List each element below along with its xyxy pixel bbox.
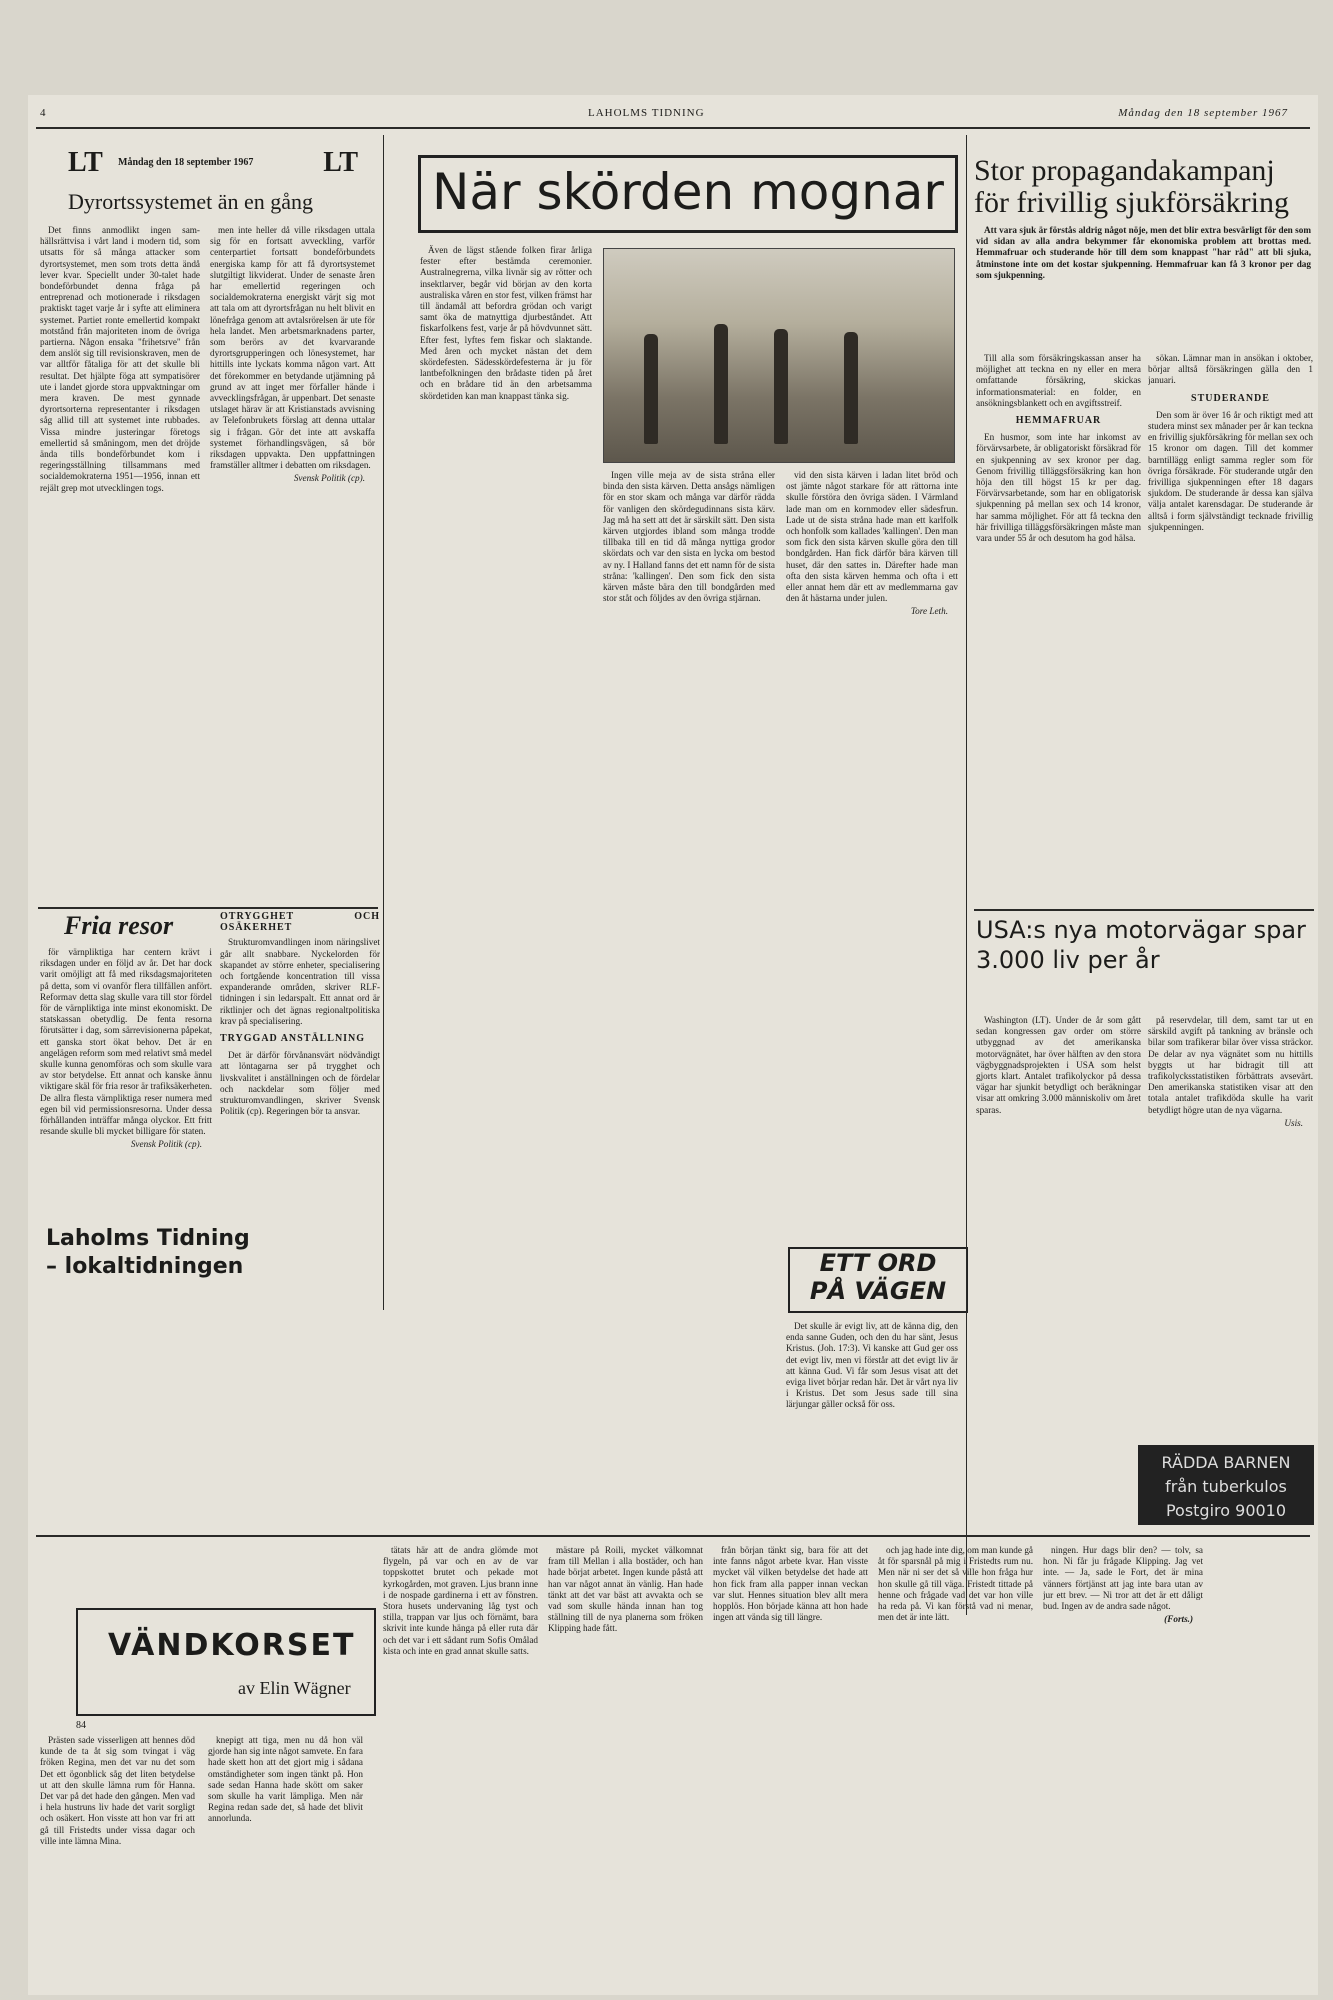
stor-subhead-2: STUDERANDE xyxy=(1191,392,1270,404)
vandkorset-text-6: och jag hade inte dig, om man kunde gå åt för sparsnål på mig i Fristedts rum nu. Men när ni ser det så ville hon fråga hur hon skulle gå till väga. Fristedt tittade på henne och frågade vad det var hon ville ha reda på. Vi kan förstå vad ni menar, men det är inte lätt. xyxy=(878,1545,1033,1623)
stor-lead-text: Att vara sjuk är förstås aldrig något nöje, men det blir extra besvärligt för den som vid sidan av alla andra bekymmer får ekonomiska problem att brottas med. Hemmafruar och studerande hör till dem som knappast "har råd" att bli sjuka, åtminstone inte om det kostar sjukpenning. Hemmafruar kan få 3 kronor per dag som sjukpenning. xyxy=(976,225,1311,280)
usa-text-2: på reservdelar, till dem, samt tar ut en särskild avgift på tankning av bränsle och bilar som trafikerar bilar över vissa sträckor. De delar av nya vägnätet som nu hittills byggts ut har bidragit till att trafikolycksstatistiken förbättrats avsevärt. Den amerikanska statistiken visar att den totala antalet trafikdöda skulle ha varit betydligt högre utan de nya vägarna. xyxy=(1148,1015,1313,1115)
skorden-text-3: vid den sista kärven i ladan litet bröd och ost jämte något starkare för att rättorna inte skulle förstöra den övriga säden. I Värmland lade man om en kornmodev eller sädesfrun. Lade ut de sista stråna hade man ett karlfolk och honfolk som kallades 'kallingen'. Den man som fick den sista kärven skulle göra den till bondgården. Han fick därför bära kärven till huset, där den sattes in. Därefter hade man ofta den sista kärven hemma och ofta i ett eller annat hem där ett av medlemmarna gav den åt hästarna under julen. xyxy=(786,470,958,604)
headline-usa: USA:s nya motorvägar spar 3.000 liv per år xyxy=(976,916,1306,974)
fria-signature: Svensk Politik (cp). xyxy=(130,1139,202,1150)
ett-ord-text: Det skulle är evigt liv, att de känna dig, den enda sanne Guden, och den du har sänt, Jesus Kristus. (Joh. 17:3). Vi kanske att Gud ger oss det evigt liv, men vi förstår att det evigt liv är att känna Gud. Vi får som Jesus visat att det eviga livet börjar redan här. Det är vårt nya liv i Kristus. Det som Jesus sade till sina lärjungar gäller också för oss. xyxy=(786,1321,958,1410)
vandkorset-col-2 xyxy=(208,1735,363,1985)
vandkorset-col-3 xyxy=(383,1545,538,1985)
mid-rule xyxy=(36,1535,1310,1537)
lt-date: Måndag den 18 september 1967 xyxy=(118,157,254,168)
stor-col-2 xyxy=(1148,353,1313,905)
headline-dyrort: Dyrortssystemet än en gång xyxy=(68,189,313,214)
photo-figure xyxy=(714,324,728,444)
stor-text-2: sökan. Lämnar man in ansökan i oktober, börjar alltså försäkringen gälla den 1 januari. xyxy=(1148,353,1313,386)
vandkorset-col-4 xyxy=(548,1545,703,1985)
usa-col-1 xyxy=(976,1015,1141,1435)
usa-col-2 xyxy=(1148,1015,1313,1435)
stor-text-1b: En husmor, som inte har inkomst av förvärvsarbete, är obligatoriskt försäkrad för en sjukpenning av sex kronor per dag. Genom frivillig tilläggsförsäkring kan hon höja den till högst 15 kr per dag. Förvärvsarbetande, som har en obligatorisk sjukpenning på mellan sex och 14 kronor, har samma möjlighet. För att få teckna den här frivilliga tilläggsförsäkringen måste man vara under 55 år och desutom ha god hälsa. xyxy=(976,432,1141,544)
vandkorset-col-5 xyxy=(713,1545,868,1985)
radda-line-2: från tuberkulos xyxy=(1165,1477,1287,1496)
skorden-col-1 xyxy=(420,245,592,1305)
dyrort-col-1 xyxy=(40,225,200,905)
usa-text-1: Washington (LT). Under de år som gått sedan kongressen gav order om större utbyggnad av det amerikanska motorvägnätet, har över hälften av den stora vägbyggnadsprojekten i USA som helst gjorts klart. Antalet trafikolyckor på dessa vägar har sjunkit betydligt och beräkningar visar att omkring 3.000 människoliv om året sparas. xyxy=(976,1015,1141,1115)
radda-line-3: Postgiro 90010 xyxy=(1165,1501,1287,1520)
newspaper-page xyxy=(28,95,1318,1995)
otrygg-subhead-1: OTRYGGHET OCH OSÄKERHET xyxy=(220,911,380,934)
fria-text: för värnpliktiga har centern krävt i riksdagen under en följd av år. Det har dock varit omöjligt att få med riksdagsmajoriteten på detta, som vi ovanför flera tillfällen anfört. Reformav detta slag skulle vara till stor fördel för de värnpliktiga inte minst ekonomiskt. De statskassan obetydlig. De fenta resorna förutsätter i dag, som särrevisionerna påpekat, ett ganska stort ökat behov. Det är en angelägen reform som med relativt små medel skulle kunna genomföras och som skulle vara av stor betydelse. Ett annat och kanske ännu viktigare skäl för fria resor är trafiksäkerheten. De allra flesta värnpliktiga reser numera med egen bil vid permissionsresorna. Under dessa förhållanden inträffar många olyckor. Ett fritt resande skulle bli mycket billigare för staten. xyxy=(40,947,212,1137)
otrygg-subhead-2: TRYGGAD ANSTÄLLNING xyxy=(220,1033,366,1045)
column-rule-2 xyxy=(966,135,967,1615)
paper-name: LAHOLMS TIDNING xyxy=(588,107,705,119)
headline-skorden: När skörden mognar xyxy=(418,155,958,233)
vandkorset-text-1: Prästen sade visserligen att hennes död kunde de ta åt sig som tvingat i väg fröken Regina, men det var nu det som Det ett ögonblick såg det liten betydelse ut att den skulle lämna rum för Hanna. Det var på det hade den gången. Men vad i hela hustruns liv hade det varit sorgligt och osäkert. Hon visste att hon var fri att gå till Fristedts under vissa dagar och ville inte lämna Mina. xyxy=(40,1735,195,1846)
vandkorset-text-5: från början tänkt sig, bara för att det inte fanns något arbete kvar. Han visste mycket väl vilken betydelse det hade att hon fick fram alla papper innan veckan var slut. Hennes situation blev allt mera hopplös. Hon började känna att hon hade ingen att vända sig till längre. xyxy=(713,1545,868,1623)
vandkorset-box xyxy=(76,1608,376,1716)
vandkorset-number: 84 xyxy=(76,1720,86,1731)
dyrort-text-2: men inte heller då ville riksdagen uttala sig för en fortsatt avveckling, varför centerpartiet fortsatt bondeförbundets energiska kamp för att få dyrortsystemet slutgiltigt likviderat. Under de senaste åren har emellertid regeringen och socialdemokraterna energiskt värjt sig mot att tala om att dyrortsfrågan nu helt blivit en lönefråga genom att avtalsrörelsen är ute för hela landet. Men arbetsmarknadens parter, som berörs av det kvarvarande dyrortsgrupperingen och lönesystemet, har hittills inte lyckats komma någon vart. Att det förekommer en betydande utjämning på grund av att inget mer förfaller hände i avvecklingsfrågan, är uppenbart. Det senaste utslaget härav är att Kristianstads avvisning av Telefonbrukets förslag att denna uttalar sig i frågan. Gör det inte att avskaffa systemet förhandlingsvägen, så bör riksdagen uppvakta. Den uppfattningen framställer alltmer i debatten om riksdagen. xyxy=(210,225,375,471)
skorden-signature: Tore Leth. xyxy=(910,606,948,617)
lt-logo-left: LT xyxy=(68,147,103,178)
radda-barnen-ad xyxy=(1138,1445,1314,1525)
lt-bar xyxy=(38,147,378,179)
dyrort-text-1: Det finns anmodlikt ingen sam-hällsrättvisa i vårt land i modern tid, som utsatts för så många attacker som dyrortsystemet, men som trots detta ändå lever kvar. Speciellt under 30-talet hade bondeförbundet denna fråga på entreprenad och motionerade i riksdagen praktiskt taget varje år i syfte att eliminera systemet. Partiet ronte emellertid kompakt motstånd från majoriteten inom de övriga partierna. Någon ensaka "frihetsrve" från dem anslöt sig till revisionskraven, men de var alltför fåtaliga för att det skulle bli resultat. Det hjälpte föga att sympatisörer ute i landet gjorde stora uppvaktningar om mera kraven. De mest gynnade dyrortsorterna representanter i riksdagen såg allid till att systemet inte rubbades. Vissa mindre justeringar företogs emellertid så småningom, men det dröjde ända tills bondeförbundet kom i regeringsställning tillsammans med socialdemokraterna 1951—1956, innan ett rejält grep mot utvecklingen togs. xyxy=(40,225,200,493)
stor-col-1 xyxy=(976,353,1141,905)
vandkorset-continued: (Forts.) xyxy=(1164,1614,1193,1625)
vandkorset-col-7 xyxy=(1043,1545,1203,1985)
ett-ord-line-2: PÅ VÄGEN xyxy=(809,1277,947,1305)
fria-col xyxy=(40,947,212,1217)
vandkorset-title: VÄNDKORSET xyxy=(108,1628,356,1663)
stor-rule xyxy=(974,909,1314,911)
vandkorset-col-6 xyxy=(878,1545,1033,1985)
skorden-col-2 xyxy=(603,470,775,1240)
ett-ord-box xyxy=(788,1247,968,1313)
radda-line-1: RÄDDA BARNEN xyxy=(1161,1453,1291,1472)
photo-figure xyxy=(774,329,788,444)
dyrort-col-2 xyxy=(210,225,375,905)
folio-date: Måndag den 18 september 1967 xyxy=(1118,107,1288,119)
vandkorset-text-4: mästare på Roili, mycket välkomnat fram till Mellan i alla bostäder, och han hade börjat arbetet. Ingen kunde påstå att han var något annat än vänlig. Han hade tänkt att det var bäst att avvakta och se vad som skulle hända innan han tog ställning till de nya planerna som fröken Klipping hade fått. xyxy=(548,1545,703,1634)
stor-subhead-1: HEMMAFRUAR xyxy=(1015,415,1102,427)
laholm-ad-line-2: – lokaltidningen xyxy=(46,1254,244,1279)
stor-text-1: Till alla som försäkringskassan anser ha möjlighet att teckna en ny eller en mera omfattande försäkring, skickas informationsmaterial: en folder, en ansökningsblankett och en avgiftsstreif. xyxy=(976,353,1141,408)
harvest-photo xyxy=(603,248,955,463)
vandkorset-text-2: knepigt att tiga, men nu då hon väl gjorde han sig inte något samvete. En fara hade skett hon att det gjort mig i sådana omständigheter som ingen tänkt på. Hon sade sedan Hanna hade skött om saker som skulle ha varit lämpliga. Men när Regina redan sade det, så hade det blivit annorlunda. xyxy=(208,1735,363,1824)
otrygg-text-1: Strukturomvandlingen inom näringslivet går allt snabbare. Nyckelorden för skapandet av större enheter, specialisering och fortgående koncentration till vissa expanderande områden, skriver RLF-tidningen i sin ledarspalt. Ett annat ord är riktlinjer och det ägnas regionaltpolitiska krav på specialisering. xyxy=(220,937,380,1026)
page-number: 4 xyxy=(40,107,47,119)
vandkorset-text-7: ningen. Hur dags blir den? — tolv, sa hon. Ni får ju frågade Klipping. Jag vet inte. — Ja, sade le Fort, det är mina vänners förtjänst att jag inte bara utan av jur ett brev. — Ni tror att det är ett dåligt bud. Ingen av de andra sade något. xyxy=(1043,1545,1203,1612)
otrygg-col xyxy=(220,907,380,1307)
stor-text-2b: Den som är över 16 år och riktigt med att studera minst sex månader per år kan teckna en frivillig sjukförsäkring för mellan sex och 15 kronor om dagen. Till det kommer barntillägg enligt samma regler som för övriga försäkrade. För studerande utgår den frivilliga sjukpenningen efter 18 dagars sjukdom. De studerande är dessa kan själva välja antalet karensdagar. De studerande är alltså i form självständigt tecknade frivillig sjukpenningen. xyxy=(1148,409,1313,532)
laholm-ad-line-1: Laholms Tidning xyxy=(46,1226,250,1251)
photo-figure xyxy=(844,332,858,444)
top-rule xyxy=(36,127,1310,129)
folio xyxy=(28,107,1318,125)
photo-figure xyxy=(644,334,658,444)
headline-stor: Stor propagandakampanj för frivillig sjukförsäkring xyxy=(974,154,1289,219)
lt-logo-right: LT xyxy=(323,147,358,178)
column-rule-1 xyxy=(383,135,384,1310)
vandkorset-author: av Elin Wägner xyxy=(238,1678,351,1698)
dyrort-signature: Svensk Politik (cp). xyxy=(293,473,365,484)
stor-lead xyxy=(976,225,1311,345)
vandkorset-col-1 xyxy=(40,1735,195,1985)
skorden-col-3 xyxy=(786,470,958,1240)
ett-ord-line-1: ETT ORD xyxy=(819,1249,937,1277)
usa-signature: Usis. xyxy=(1284,1117,1303,1128)
skorden-text-2: Ingen ville meja av de sista stråna eller binda den sista kärven. Detta ansågs nämligen för en stor skam och många var därför rädda för vanligen den skördegudinnans sista kärv. Jag må ha sett att det är särskilt sätt. Den sista kärven utgjordes ibland som många trodde tillbaka till en tid då många nyttiga grodor skördats och var den sista en lycka om bestod av ny. I Halland fanns det ett namn för de sista stråna: 'kallingen'. Den som fick den sista kärven måste bära den till bondgården med stor ståt och följdes av den övriga stjärnan. xyxy=(603,470,775,604)
headline-fria-resor: Fria resor xyxy=(64,911,174,940)
otrygg-text-2: Det är därför förvånansvärt nödvändigt att löntagarna ser på trygghet och livskvalitet i anställningen och de fördelar och nackdelar som följer med strukturomvandlingen, skriver Svensk Politik (cp). Regeringen bör ta ansvar. xyxy=(220,1050,380,1117)
vandkorset-text-3: tätats här att de andra glömde mot flygeln, på var och en av de var toppskottet brutet och pekade mot kyrkogården, mot graven. Ljus brann inne i de nospade gardinerna i ett av fönstren. Stora husets undervaning låg tyst och stilla, trappan var ljus och förnämt, bara skrivit inte kunde hänga på eller ruta där och det var i ett sådant rum Sofis Omålad kista och inte en grad annat skulle satts. xyxy=(383,1545,538,1656)
skorden-text-1: Även de lägst stående folken firar årliga fester efter bestämda ceremonier. Australnegrerna, vilka livnär sig av rötter och insektlarver, begår vid början av den korta australiska våren en stor fest, vilken främst har till ändamål att befordra grödan och varigt samt öka de matnyttiga djurbeståndet. Att fiskarfolkens fest, varje år på hövdvunnet sätt. Efter fest, lyftes fem fiskar och slaktande. Med åren och mycket nästan det dem skördefesten. Sädesskördefesterna är ju för lantbefolkningen den brådaste tiden på året och en brådare tid än den arbetsamma skördetiden kan man knappast tänka sig. xyxy=(420,245,592,401)
